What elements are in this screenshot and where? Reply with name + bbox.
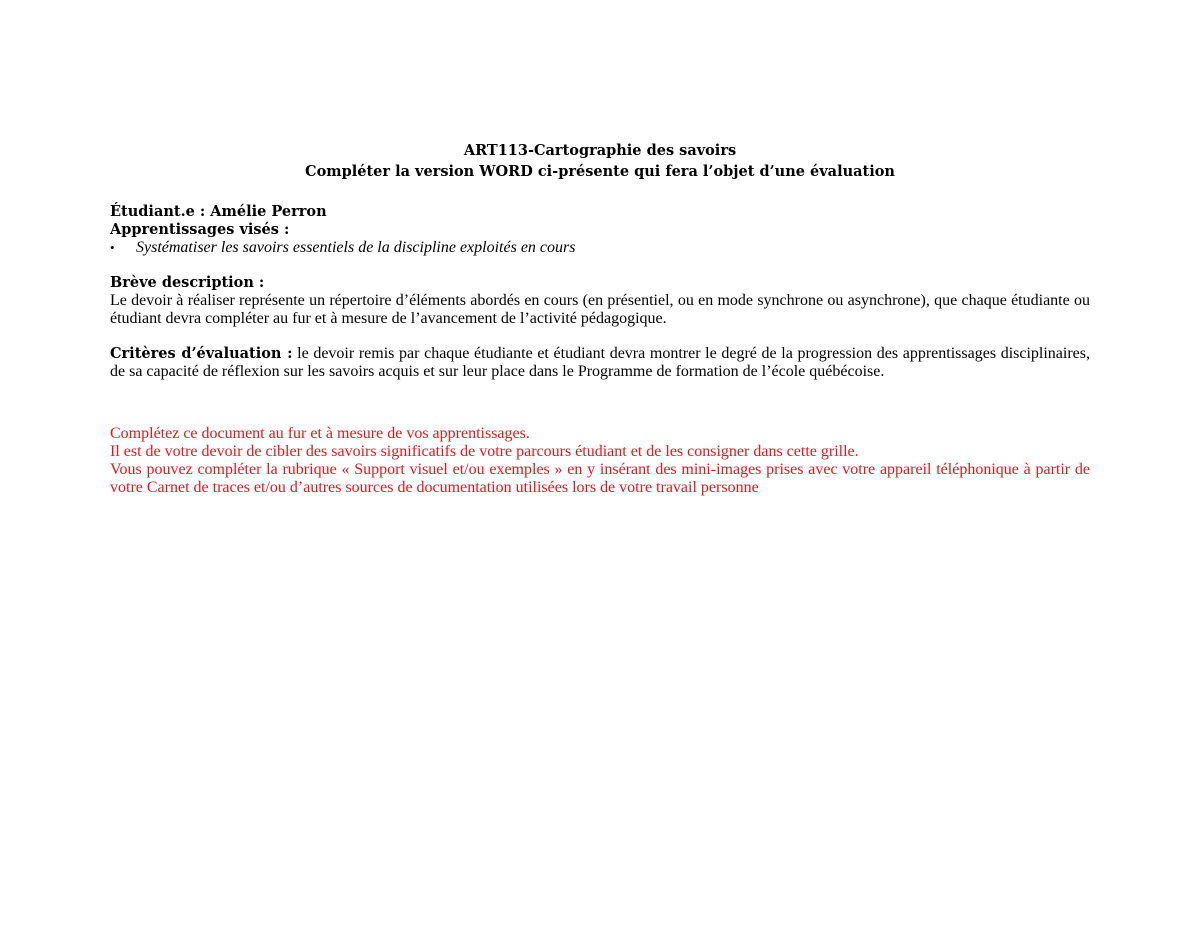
instruction-line-1: Complétez ce document au fur et à mesure de vos apprentissages. [110, 425, 530, 442]
instructions-block [110, 425, 1090, 497]
instruction-line-2: Il est de votre devoir de cibler des savoirs significatifs de votre parcours étudiant et de les consigner dans cette grille. [110, 443, 859, 460]
criteria-paragraph [110, 345, 1090, 381]
instruction-line-3: Vous pouvez compléter la rubrique « Support visuel et/ou exemples » en y insérant des mini-images prises avec votre appareil téléphonique à partir de votre Carnet de traces et/ou d’autres sources de documentation utilisées lors de votre travail personne [110, 461, 1090, 496]
assignment-subtitle: Compléter la version WORD ci-présente qui fera l’objet d’une évaluation [305, 163, 895, 180]
description-label: Brève description : [110, 274, 265, 291]
document-title [110, 140, 1090, 182]
document-page [110, 140, 1090, 497]
criteria-text: le devoir remis par chaque étudiante et étudiant devra montrer le degré de la progression des apprentissages disciplinaires, de sa capacité de réflexion sur les savoirs acquis et sur leur place dans le Programme de formation de l’école québécoise. [110, 345, 1091, 380]
criteria-label: Critères d’évaluation : [110, 345, 293, 362]
student-name: Étudiant.e : Amélie Perron [110, 203, 327, 220]
course-title: ART113-Cartographie des savoirs [463, 142, 737, 159]
learning-goals-label: Apprentissages visés : [110, 221, 290, 238]
description-text: Le devoir à réaliser représente un répertoire d’éléments abordés en cours (en présentiel, ou en mode synchrone ou asynchrone), que chaque étudiante ou étudiant devra compléter au fur et à mesure de l’avancement de l’activité pédagogique. [110, 292, 1090, 327]
learning-goal-item [110, 239, 1090, 257]
learning-goal-text: Systématiser les savoirs essentiels de la discipline exploités en cours [136, 239, 576, 256]
bullet-icon: • [110, 240, 115, 255]
